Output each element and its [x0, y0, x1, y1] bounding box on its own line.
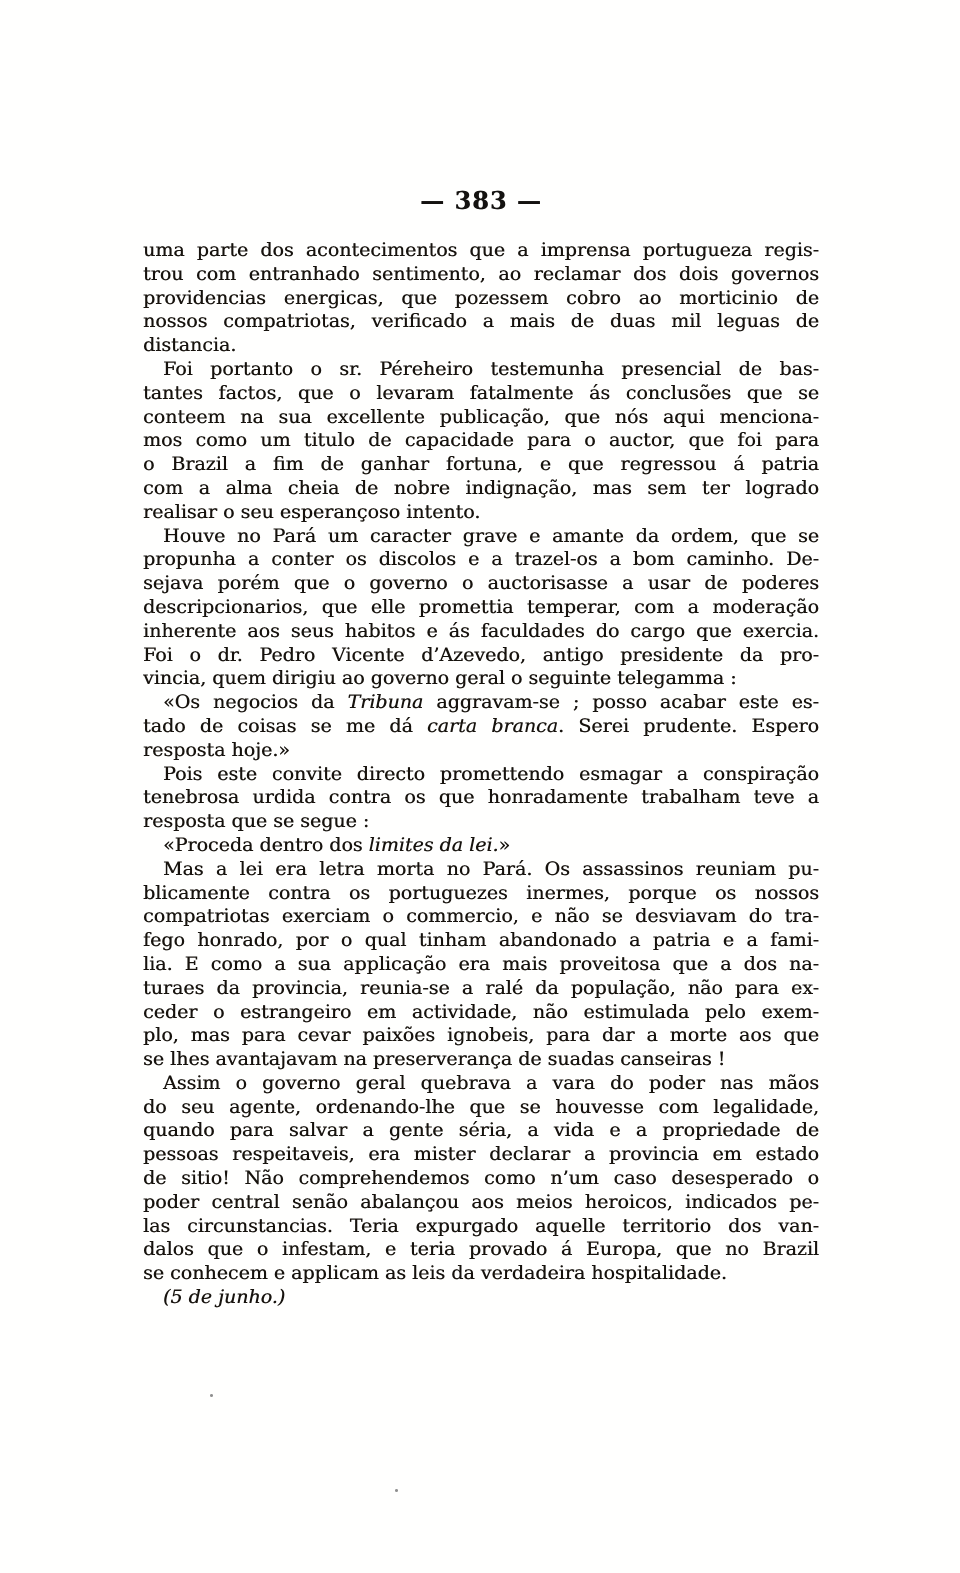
- text-line: [143, 310, 819, 334]
- text-line: [143, 572, 819, 596]
- text-segment: Foi o dr. Pedro Vicente d’Azevedo, antigo presidente da pro-: [143, 643, 819, 666]
- text-line: [143, 691, 819, 715]
- text-segment: inherente aos seus habitos e ás faculdades do cargo que exercia.: [143, 619, 819, 642]
- text-line: [143, 525, 819, 549]
- italic-text: limites da lei.: [368, 833, 499, 856]
- text-line: [143, 953, 819, 977]
- paragraph: [143, 1072, 819, 1286]
- text-line: [143, 1286, 819, 1310]
- text-segment: . Serei prudente. Espero: [558, 714, 819, 737]
- text-segment: dalos que o infestam, e teria provado á Europa, que no Brazil: [143, 1238, 819, 1261]
- text-segment: tenebrosa urdida contra os que honradamente trabalham teve a: [143, 786, 819, 809]
- paragraph: [143, 239, 819, 358]
- text-segment: plo, mas para cevar paixões ignobeis, para dar a morte aos que: [143, 1024, 819, 1047]
- paragraph: [143, 763, 819, 834]
- text-line: [143, 715, 819, 739]
- text-segment: tado de coisas se me dá: [143, 714, 428, 737]
- text-line: [143, 382, 819, 406]
- italic-text: (5 de junho.): [163, 1286, 286, 1309]
- paragraph: [143, 525, 819, 692]
- text-segment: propunha a conter os discolos e a trazel-os a bom caminho. De-: [143, 548, 819, 571]
- text-segment: compatriotas exerciam o commercio, e não se desviavam do tra-: [143, 905, 819, 928]
- text-line: [143, 1072, 819, 1096]
- paragraph: [143, 691, 819, 762]
- scan-speck: [210, 1394, 213, 1397]
- text-line: [143, 763, 819, 787]
- text-segment: Foi portanto o sr. Péreheiro testemunha presencial de bas-: [163, 357, 819, 380]
- text-segment: resposta que se segue :: [143, 810, 370, 833]
- text-line: [143, 429, 819, 453]
- paragraph: [143, 358, 819, 525]
- text-segment: o Brazil a fim de ganhar fortuna, e que regressou á patria: [143, 453, 819, 476]
- italic-text: carta branca: [427, 714, 559, 737]
- text-segment: mos como um titulo de capacidade para o auctor, que foi para: [143, 429, 819, 452]
- text-line: [143, 1191, 819, 1215]
- text-line: [143, 667, 819, 691]
- text-segment: blicamente contra os portuguezes inermes, porque os nossos: [143, 881, 819, 904]
- text-line: [143, 1143, 819, 1167]
- text-segment: distancia.: [143, 334, 237, 357]
- text-segment: quando para salvar a gente séria, a vida e a propriedade de: [143, 1119, 819, 1142]
- text-segment: de sitio! Não comprehendemos como n’um caso desesperado o: [143, 1167, 819, 1190]
- text-segment: Houve no Pará um caracter grave e amante da ordem, que se: [163, 524, 819, 547]
- text-line: [143, 596, 819, 620]
- text-segment: fego honrado, por o qual tinham abandonado a patria e a fami-: [143, 929, 819, 952]
- text-line: [143, 263, 819, 287]
- text-line: [143, 287, 819, 311]
- text-segment: «Os negocios da: [163, 691, 348, 714]
- paragraph: [143, 858, 819, 1072]
- text-segment: resposta hoje.»: [143, 738, 290, 761]
- text-line: [143, 739, 819, 763]
- text-segment: realisar o seu esperançoso intento.: [143, 500, 481, 523]
- text-segment: «Proceda dentro dos: [163, 833, 369, 856]
- paragraph: [143, 1286, 819, 1310]
- text-segment: poder central senão abalançou aos meios heroicos, indicados pe-: [143, 1190, 819, 1213]
- text-segment: descripcionarios, que elle promettia temperar, com a moderação: [143, 595, 819, 618]
- italic-text: Tribuna: [347, 691, 424, 714]
- text-segment: turaes da provincia, reunia-se a ralé da população, não para ex-: [143, 976, 819, 999]
- text-line: [143, 905, 819, 929]
- paragraph: [143, 834, 819, 858]
- text-line: [143, 334, 819, 358]
- text-line: [143, 1001, 819, 1025]
- text-line: [143, 406, 819, 430]
- text-segment: se conhecem e applicam as leis da verdadeira hospitalidade.: [143, 1262, 727, 1285]
- text-segment: nossos compatriotas, verificado a mais de duas mil leguas de: [143, 310, 819, 333]
- text-line: [143, 1096, 819, 1120]
- scan-speck: [395, 1489, 398, 1492]
- text-line: [143, 1119, 819, 1143]
- text-line: [143, 548, 819, 572]
- text-line: [143, 1024, 819, 1048]
- text-line: [143, 1048, 819, 1072]
- text-line: [143, 501, 819, 525]
- page-number: — 383 —: [420, 186, 542, 215]
- text-line: [143, 453, 819, 477]
- text-line: [143, 477, 819, 501]
- text-segment: las circunstancias. Teria expurgado aquelle territorio dos van-: [143, 1214, 819, 1237]
- text-line: [143, 1238, 819, 1262]
- text-segment: tantes factos, que o levaram fatalmente ás conclusões que se: [143, 381, 819, 404]
- text-segment: trou com entranhado sentimento, ao reclamar dos dois governos: [143, 262, 819, 285]
- text-segment: providencias energicas, que pozessem cobro ao morticinio de: [143, 286, 819, 309]
- text-line: [143, 786, 819, 810]
- text-line: [143, 810, 819, 834]
- text-segment: sejava porém que o governo o auctorisasse a usar de poderes: [143, 572, 819, 595]
- text-segment: uma parte dos acontecimentos que a imprensa portugueza regis-: [143, 239, 819, 261]
- text-line: [143, 858, 819, 882]
- text-line: [143, 834, 819, 858]
- text-line: [143, 358, 819, 382]
- text-line: [143, 882, 819, 906]
- text-segment: se lhes avantajavam na preserverança de suadas canseiras !: [143, 1048, 726, 1071]
- page-text: [143, 239, 819, 1310]
- text-segment: com a alma cheia de nobre indignação, mas sem ter logrado: [143, 476, 819, 499]
- text-segment: lia. E como a sua applicação era mais proveitosa que a dos na-: [143, 952, 819, 975]
- text-line: [143, 1262, 819, 1286]
- text-line: [143, 1167, 819, 1191]
- text-line: [143, 620, 819, 644]
- text-segment: Pois este convite directo promettendo esmagar a conspiração: [163, 762, 819, 785]
- text-segment: pessoas respeitaveis, era mister declarar a provincia em estado: [143, 1143, 819, 1166]
- text-segment: aggravam-se ; posso acabar este es-: [423, 691, 819, 714]
- text-segment: »: [498, 833, 511, 856]
- text-segment: Assim o governo geral quebrava a vara do poder nas mãos: [163, 1071, 819, 1094]
- text-line: [143, 239, 819, 263]
- text-segment: do seu agente, ordenando-lhe que se houvesse com legalidade,: [143, 1095, 819, 1118]
- text-line: [143, 977, 819, 1001]
- text-segment: conteem na sua excellente publicação, que nós aqui menciona-: [143, 405, 819, 428]
- text-segment: Mas a lei era letra morta no Pará. Os assassinos reuniam pu-: [163, 857, 819, 880]
- text-segment: vincia, quem dirigiu ao governo geral o seguinte telegamma :: [143, 667, 737, 690]
- text-segment: ceder o estrangeiro em actividade, não estimulada pelo exem-: [143, 1000, 819, 1023]
- text-line: [143, 1215, 819, 1239]
- text-line: [143, 644, 819, 668]
- text-line: [143, 929, 819, 953]
